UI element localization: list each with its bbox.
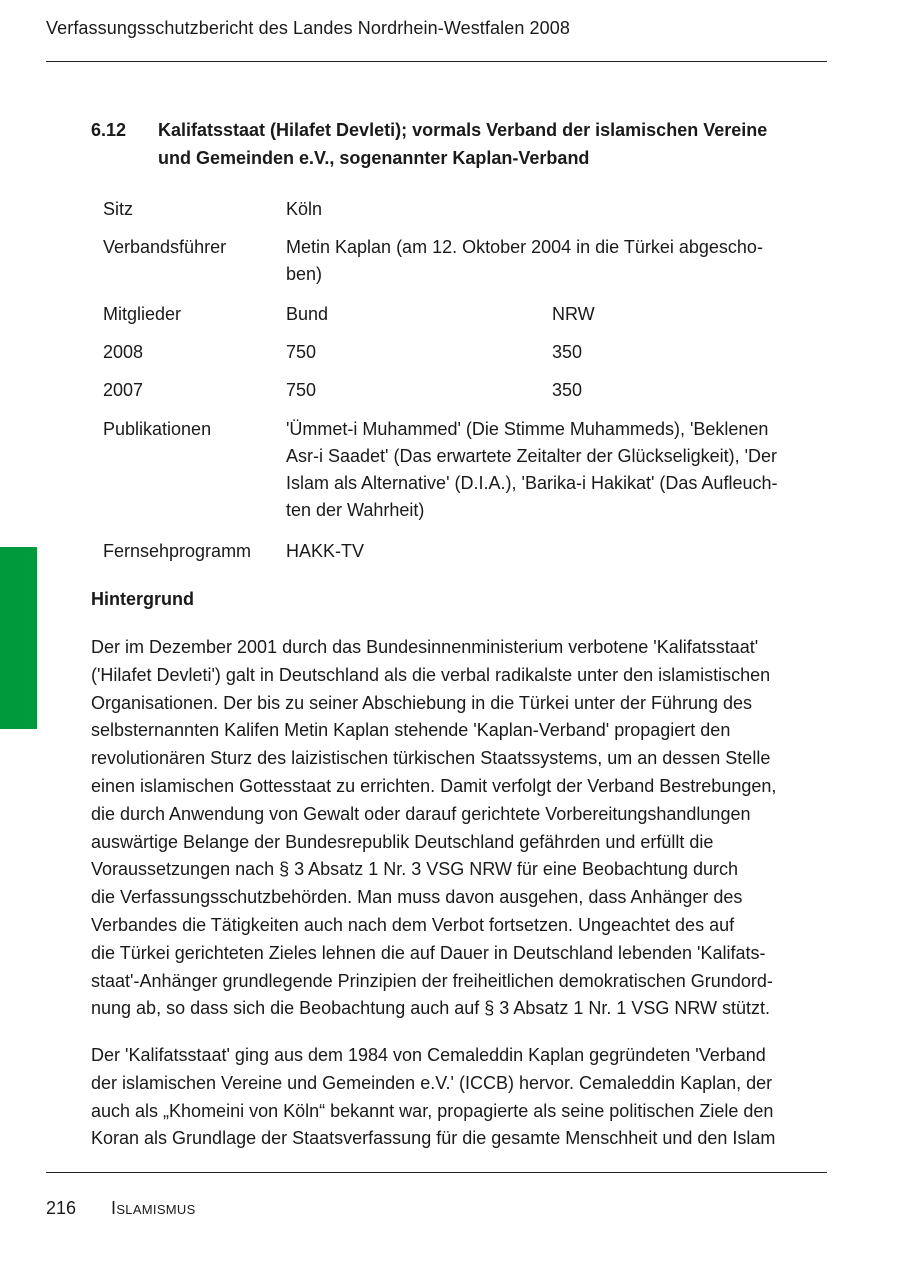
fact-value <box>286 234 816 288</box>
paragraph-line: die Türkei gerichteten Zieles lehnen die auf Dauer in Deutschland lebenden 'Kalifats- <box>91 942 766 963</box>
fact-value-nrw: NRW <box>552 304 595 324</box>
running-header-title: Verfassungsschutzbericht des Landes Nordrhein-Westfalen 2008 <box>46 18 570 38</box>
paragraph-line: einen islamischen Gottesstaat zu errichten. Damit verfolgt der Verband Bestrebungen, <box>91 775 777 796</box>
section-heading <box>91 116 831 172</box>
paragraph-line: selbsternannten Kalifen Metin Kaplan stehende 'Kaplan-Verband' propagiert den <box>91 720 731 741</box>
fact-label: Sitz <box>103 199 134 219</box>
background-heading: Hintergrund <box>91 589 194 609</box>
paragraph-line: Koran als Grundlage der Staatsverfassung für die gesamte Menschheit und den Islam <box>91 1128 776 1149</box>
footer-rule <box>46 1172 827 1173</box>
fact-label: Verbandsführer <box>103 237 227 257</box>
fact-label: 2008 <box>103 342 144 362</box>
fact-value-line: Metin Kaplan (am 12. Oktober 2004 in die Türkei abgescho- <box>286 237 763 257</box>
paragraph-line: revolutionären Sturz des laizistischen türkischen Staatssystems, um an dessen Stelle <box>91 748 771 769</box>
fact-value <box>286 416 816 524</box>
fact-label: Fernsehprogramm <box>103 541 252 561</box>
paragraph-line: nung ab, so dass sich die Beobachtung auch auf § 3 Absatz 1 Nr. 1 VSG NRW stützt. <box>91 998 771 1019</box>
fact-label: 2007 <box>103 380 144 400</box>
fact-value: Köln <box>286 199 323 219</box>
fact-value-line: 'Ümmet-i Muhammed' (Die Stimme Muhammeds), 'Beklenen <box>286 419 769 439</box>
page-number: 216 <box>46 1198 77 1218</box>
paragraph-line: Verbandes die Tätigkeiten auch nach dem Verbot fortsetzen. Ungeachtet des auf <box>91 914 735 935</box>
background-paragraph-1 <box>91 634 831 1023</box>
chapter-color-tab <box>0 547 37 729</box>
section-title-line-1: Kalifatsstaat (Hilafet Devleti); vormals Verband der islamischen Vereine <box>158 120 768 140</box>
fact-label: Publikationen <box>103 419 212 439</box>
paragraph-line: Der 'Kalifatsstaat' ging aus dem 1984 von Cemaleddin Kaplan gegründeten 'Verband <box>91 1045 766 1065</box>
paragraph-line: auch als „Khomeini von Köln“ bekannt war, propagierte als seine politischen Ziele den <box>91 1100 774 1121</box>
section-number: 6.12 <box>91 120 127 140</box>
footer-section-name: Islamismus <box>111 1198 196 1218</box>
paragraph-line: Der im Dezember 2001 durch das Bundesinnenministerium verbotene 'Kalifatsstaat' <box>91 637 759 657</box>
fact-label: Mitglieder <box>103 304 182 324</box>
background-paragraph-2 <box>91 1042 831 1153</box>
page-footer <box>46 1198 196 1219</box>
paragraph-line: staat'-Anhänger grundlegende Prinzipien der freiheitlichen demokratischen Grundord- <box>91 970 773 991</box>
paragraph-line: die durch Anwendung von Gewalt oder darauf gerichtete Vorbereitungshandlungen <box>91 803 751 824</box>
paragraph-line: Organisationen. Der bis zu seiner Abschiebung in die Türkei unter der Führung des <box>91 692 753 713</box>
paragraph-line: der islamischen Vereine und Gemeinden e.V.' (ICCB) hervor. Cemaleddin Kaplan, der <box>91 1072 773 1093</box>
fact-value-line: Asr-i Saadet' (Das erwartete Zeitalter der Glückseligkeit), 'Der <box>286 446 778 466</box>
fact-value-bund: Bund <box>286 304 329 324</box>
paragraph-line: ('Hilafet Devleti') galt in Deutschland als die verbal radikalste unter den islamistischen <box>91 664 771 685</box>
fact-value-bund: 750 <box>286 380 317 400</box>
paragraph-line: Voraussetzungen nach § 3 Absatz 1 Nr. 3 VSG NRW für eine Beobachtung durch <box>91 859 739 880</box>
fact-value-line: ben) <box>286 264 323 284</box>
fact-value-bund: 750 <box>286 342 317 362</box>
paragraph-line: auswärtige Belange der Bundesrepublik Deutschland gefährden und erfüllt die <box>91 831 714 852</box>
section-title-line-2: und Gemeinden e.V., sogenannter Kaplan-Verband <box>158 148 590 168</box>
header-rule <box>46 61 827 62</box>
fact-value-line: ten der Wahrheit) <box>286 500 425 520</box>
paragraph-line: die Verfassungsschutzbehörden. Man muss davon ausgehen, dass Anhänger des <box>91 887 743 908</box>
fact-value: HAKK-TV <box>286 541 365 561</box>
fact-value-line: Islam als Alternative' (D.I.A.), 'Barika-i Hakikat' (Das Aufleuch- <box>286 473 778 493</box>
fact-value-nrw: 350 <box>552 380 583 400</box>
fact-value-nrw: 350 <box>552 342 583 362</box>
